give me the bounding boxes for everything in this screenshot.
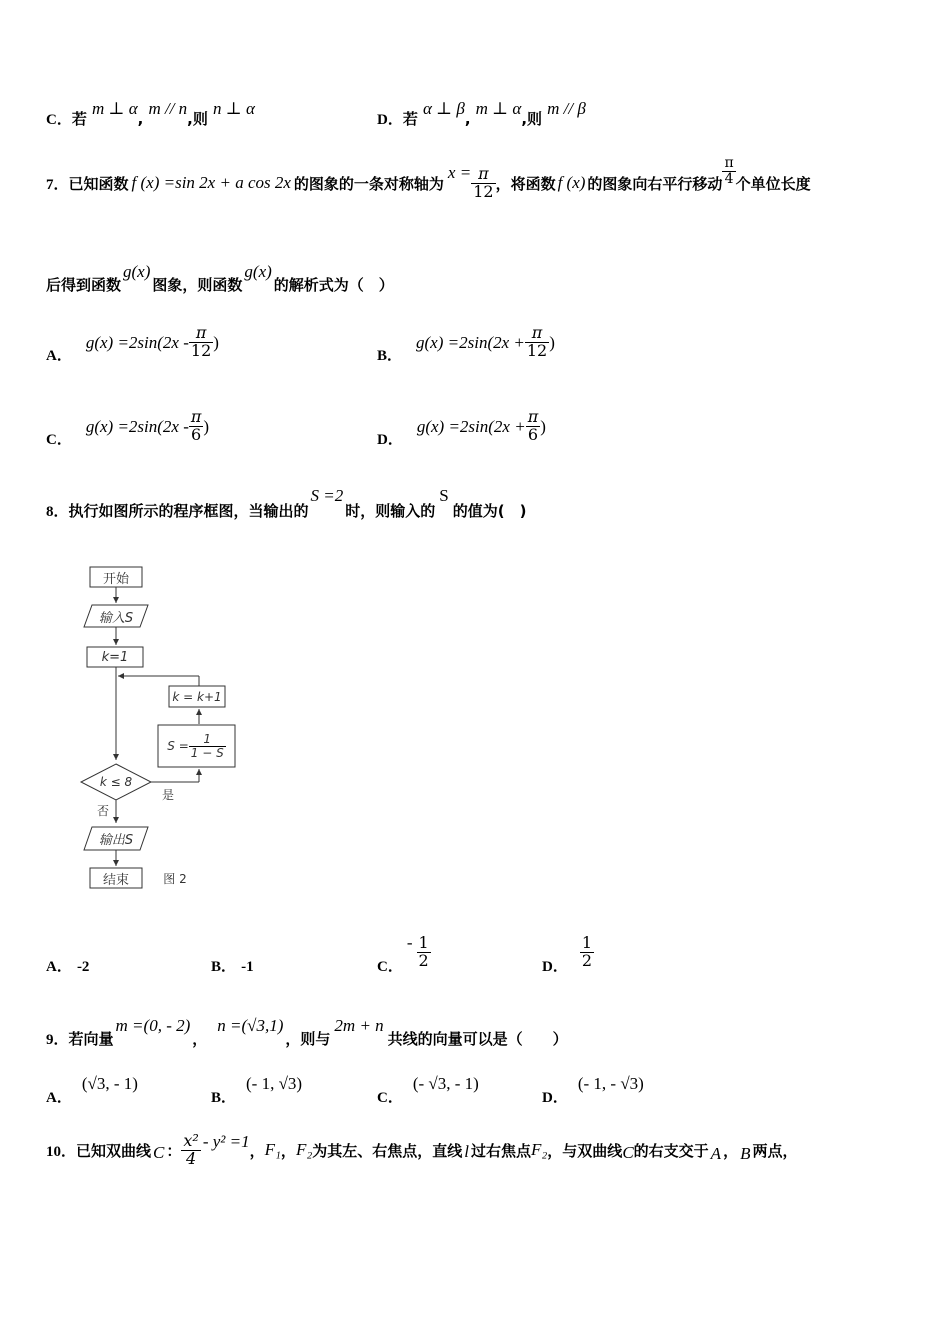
flow-yes-label: 是 <box>161 787 174 802</box>
flow-increment: k = k+1 <box>172 689 222 704</box>
question-text: 若向量 <box>68 1030 114 1048</box>
option-label: C． <box>46 112 72 128</box>
option-label: B． <box>211 1090 237 1106</box>
option-label: D． <box>542 1090 568 1106</box>
fraction: $\frac{\pi}{12}$ <box>190 323 212 360</box>
q9-stem <box>46 1016 568 1049</box>
question-text: 两点， <box>752 1141 798 1160</box>
flow-end: 结束 <box>102 872 129 888</box>
math-expr: m // n <box>148 99 188 118</box>
fraction: $\frac{\pi}{6}$ <box>190 407 202 444</box>
option-value: -1 <box>241 959 254 975</box>
flow-input: 输入S <box>98 610 134 626</box>
option-text: 则 <box>527 110 543 128</box>
math-expr: m // β <box>547 99 586 118</box>
math-expr: m ⊥ α <box>91 99 138 118</box>
math-expr: f (x) <box>557 173 586 193</box>
q7-option-c: C． g(x) =2sin(2x - $\frac{\pi}{6}$ ) <box>46 407 210 448</box>
q7-line2 <box>46 262 394 295</box>
fraction: $\frac{\pi}{12}$ <box>526 323 548 360</box>
q7-option-d: D． g(x) =2sin(2x + $\frac{\pi}{6}$ ) <box>377 407 546 448</box>
flow-caption: 图 2 <box>163 871 187 886</box>
option-value: (- √3, - 1) <box>412 1074 479 1093</box>
option-label: D． <box>377 112 403 128</box>
q8-option-a <box>46 955 89 976</box>
math-expr: g(x) =2sin(2x - <box>85 416 189 436</box>
math-expr: l <box>464 1142 469 1162</box>
question-text: 执行如图所示的程序框图，当输出的 <box>68 502 309 520</box>
q9-option-b <box>211 1074 302 1107</box>
option-value: (- 1, - √3) <box>577 1074 644 1093</box>
option-text: 若 <box>71 110 87 128</box>
question-text: 后得到函数 <box>46 276 122 294</box>
flow-output: 输出S <box>98 833 134 848</box>
math-expr: g(x) =2sin(2x + <box>416 416 526 436</box>
fraction: $\frac{\pi}{4}$ <box>724 155 734 187</box>
option-label: B． <box>211 959 237 975</box>
math-expr: g(x) =2sin(2x - <box>85 332 189 352</box>
flow-init: k=1 <box>101 649 129 665</box>
math-expr: C <box>153 1143 165 1163</box>
fraction: $\frac{1}{2}$ <box>418 933 429 970</box>
option-label: C． <box>377 1090 403 1106</box>
option-sign: - <box>406 932 413 952</box>
question-text: 的值为( ) <box>452 502 527 520</box>
question-text: 的解析式为（ ） <box>273 276 394 294</box>
math-expr: F₂ <box>295 1140 313 1160</box>
q7-line1 <box>46 155 811 201</box>
math-expr: C <box>622 1143 634 1163</box>
q8-option-b <box>211 955 254 976</box>
flow-no-label: 否 <box>96 803 109 818</box>
q7-option-b: B． g(x) =2sin(2x + $\frac{\pi}{12}$ ) <box>377 323 555 364</box>
q6-option-d: D．若 α ⊥ β, m ⊥ α,则 m // β <box>377 99 586 128</box>
option-label: A． <box>46 348 72 364</box>
flow-start: 开始 <box>102 571 129 587</box>
flowchart <box>70 560 270 900</box>
option-value: (- 1, √3) <box>246 1074 303 1093</box>
math-expr: F₁ <box>264 1140 281 1160</box>
fraction: $\frac{1}{2}$ <box>581 933 593 970</box>
question-text: 过右焦点 <box>470 1141 531 1160</box>
question-text: 的右支交于 <box>633 1141 709 1160</box>
option-label: B． <box>377 348 403 364</box>
q10-stem: 10． 已知双曲线 C ： $\frac{\text{x²}}{4}$ - y² =1 ， F₁ ， F₂ 为其左、右焦点，直线 l 过右焦点 F₂ ，与双曲线 C 的右支交于 A ， B 两点， <box>46 1131 798 1168</box>
math-expr: g(x) =2sin(2x + <box>416 332 525 352</box>
option-text: 则 <box>192 110 208 128</box>
math-expr: 2m + n <box>334 1016 384 1035</box>
question-text: 时，则输入的 <box>345 502 436 520</box>
math-expr: n =(√3,1) <box>217 1016 284 1035</box>
question-text: 已知双曲线 <box>76 1141 152 1160</box>
question-text: 的图象的一条对称轴为 <box>293 174 444 193</box>
option-label: D． <box>377 432 403 448</box>
fraction: $\frac{\pi}{12}$ <box>473 164 494 201</box>
question-number: 8． <box>46 504 69 520</box>
option-label: D． <box>542 959 568 975</box>
question-text: ，与双曲线 <box>547 1141 623 1160</box>
math-expr: F₂ <box>531 1140 548 1160</box>
q9-option-a <box>46 1074 138 1107</box>
option-label: C． <box>46 432 72 448</box>
q8-option-d <box>542 929 594 976</box>
fraction: $\frac{\pi}{6}$ <box>527 407 539 444</box>
flow-decision: k ≤ 8 <box>99 775 133 789</box>
math-expr: m ⊥ α <box>475 99 522 118</box>
question-text: 共线的向量可以是（ ） <box>387 1030 568 1048</box>
option-label: C． <box>377 959 403 975</box>
option-label: A． <box>46 1090 72 1106</box>
question-text: 的图象向右平行移动 <box>587 174 723 193</box>
q9-option-d <box>542 1074 644 1107</box>
question-number: 9． <box>46 1032 69 1048</box>
math-expr: n ⊥ α <box>212 99 255 118</box>
question-number: 7． <box>46 176 69 193</box>
math-expr: g(x) <box>244 262 272 281</box>
question-number: 10． <box>46 1143 77 1160</box>
option-label: A． <box>46 959 72 975</box>
question-text: 图象，则函数 <box>152 276 243 294</box>
option-value: -2 <box>76 959 90 975</box>
math-expr: α ⊥ β <box>422 99 465 118</box>
q9-option-c <box>377 1074 479 1107</box>
question-text: ，则与 <box>285 1030 331 1048</box>
math-expr: g(x) <box>123 262 151 281</box>
math-expr: S <box>439 486 449 505</box>
flow-assign: S = $\frac{1}{1 - S}$ <box>167 731 224 760</box>
question-text: 为其左、右焦点，直线 <box>312 1141 463 1160</box>
q7-option-a: A． g(x) =2sin(2x - $\frac{\pi}{12}$ ) <box>46 323 219 364</box>
question-text: ， <box>192 1030 208 1048</box>
q8-stem <box>46 486 526 521</box>
question-text: ： <box>166 1141 182 1160</box>
fraction: $\frac{\text{x²}}{4}$ <box>183 1131 199 1168</box>
math-expr: x = <box>447 163 472 183</box>
option-value: (√3, - 1) <box>81 1074 138 1093</box>
question-text: 个单位长度 <box>735 174 811 193</box>
option-text: 若 <box>402 110 418 128</box>
math-expr: S =2 <box>310 486 344 505</box>
question-text: 已知函数 <box>68 174 129 193</box>
math-expr: - y² =1 <box>202 1132 250 1152</box>
math-expr: m =(0, - 2) <box>115 1016 191 1035</box>
q8-option-c <box>377 929 431 976</box>
math-expr: B <box>740 1144 751 1164</box>
question-text: ，将函数 <box>495 174 556 193</box>
math-expr: A <box>710 1144 722 1164</box>
math-expr: f (x) =sin 2x + a cos 2x <box>131 173 291 193</box>
q6-option-c: C．若 m ⊥ α, m // n,则 n ⊥ α <box>46 99 255 128</box>
